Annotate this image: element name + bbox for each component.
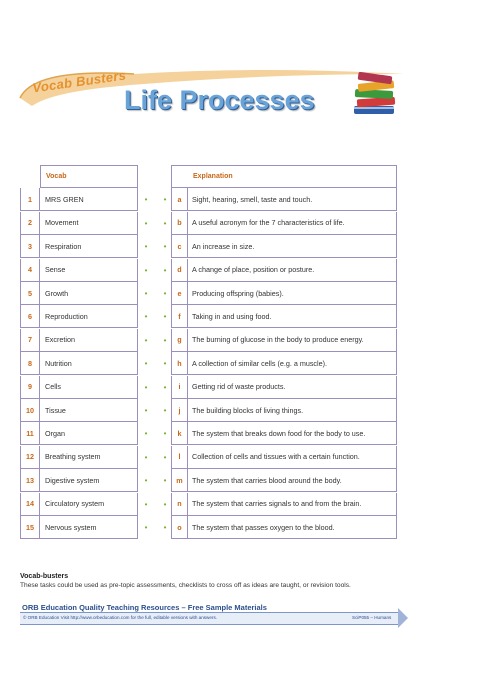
explanation-text: Producing offspring (babies). [188,282,397,305]
row-number: 12 [20,446,40,469]
explanation-text: Collection of cells and tissues with a certain function. [188,446,397,469]
match-dot-right[interactable]: • [163,499,167,509]
vocab-term: Movement [40,212,138,235]
match-dot-right[interactable]: • [163,476,167,486]
row-letter: l [171,446,188,469]
table-row [20,376,397,399]
row-letter: a [171,188,188,211]
footer-arrow-icon [398,608,410,628]
vocab-column-header: Vocab [40,165,138,188]
footer-copyright: © ORB Education Visit http://www.orbeducation.com for the full, editable versions with answers. [23,615,218,620]
explanation-text: The burning of glucose in the body to produce energy. [188,329,397,352]
table-row [20,305,397,328]
row-letter: j [171,399,188,422]
explanation-text: Sight, hearing, smell, taste and touch. [188,188,397,211]
row-number: 14 [20,493,40,516]
match-dot-left[interactable]: • [144,218,148,228]
row-letter: i [171,376,188,399]
row-letter: m [171,469,188,492]
vocab-term: Breathing system [40,446,138,469]
explanation-text: An increase in size. [188,235,397,258]
notes-title: Vocab-busters [20,573,69,580]
row-letter: e [171,282,188,305]
table-row [20,188,397,211]
row-letter: n [171,493,188,516]
row-number: 8 [20,352,40,375]
match-dot-left[interactable]: • [144,359,148,369]
table-row [20,329,397,352]
row-letter: k [171,422,188,445]
explanation-text: The system that carries signals to and from the brain. [188,493,397,516]
match-dot-right[interactable]: • [163,218,167,228]
match-dot-right[interactable]: • [163,312,167,322]
vocab-term: Nutrition [40,352,138,375]
footer-title: ORB Education Quality Teaching Resources – Free Sample Materials [22,603,267,612]
match-dot-left[interactable]: • [144,476,148,486]
footer-code: SciP055 – Humans [352,615,392,620]
match-dot-left[interactable]: • [144,499,148,509]
table-row [20,399,397,422]
row-number: 2 [20,212,40,235]
explanation-text: Getting rid of waste products. [188,376,397,399]
explanation-text: The building blocks of living things. [188,399,397,422]
table-row [20,422,397,445]
match-dot-left[interactable]: • [144,452,148,462]
match-dot-left[interactable]: • [144,382,148,392]
notes-text: These tasks could be used as pre-topic assessments, checklists to cross off as ideas are taught, or revision tools. [20,582,351,589]
row-letter: o [171,516,188,539]
match-dot-left[interactable]: • [144,195,148,205]
vocab-term: MRS GREN [40,188,138,211]
row-letter: d [171,259,188,282]
vocab-term: Sense [40,259,138,282]
row-letter: b [171,212,188,235]
row-letter: c [171,235,188,258]
table-row [20,516,397,539]
row-number: 7 [20,329,40,352]
table-row [20,212,397,235]
match-dot-left[interactable]: • [144,335,148,345]
vocab-term: Reproduction [40,305,138,328]
explanation-text: A collection of similar cells (e.g. a muscle). [188,352,397,375]
explanation-text: A useful acronym for the 7 characteristics of life. [188,212,397,235]
row-number: 3 [20,235,40,258]
row-number: 9 [20,376,40,399]
match-dot-right[interactable]: • [163,406,167,415]
table-row [20,469,397,492]
vocab-term: Digestive system [40,469,138,492]
match-dot-right[interactable]: • [163,289,167,298]
explanation-text: The system that carries blood around the body. [188,469,397,492]
explanation-text: Taking in and using food. [188,305,397,328]
match-dot-left[interactable]: • [144,265,148,275]
explanation-text: The system that passes oxygen to the blood. [188,516,397,539]
books-icon [352,72,398,120]
table-row [20,446,397,469]
row-number: 5 [20,282,40,305]
explanation-text: A change of place, position or posture. [188,259,397,282]
table-row [20,352,397,375]
match-dot-right[interactable]: • [163,265,167,275]
row-letter: h [171,352,188,375]
page-footer [20,602,408,626]
match-dot-left[interactable]: • [144,289,148,298]
table-header-row [20,165,397,188]
match-dot-right[interactable]: • [163,335,167,345]
vocab-busters-label: Vocab Busters [31,67,128,96]
page-title: Life Processes [124,85,315,115]
match-dot-right[interactable]: • [163,523,167,532]
row-number: 6 [20,305,40,328]
match-dot-left[interactable]: • [144,312,148,322]
row-number: 1 [20,188,40,211]
row-letter: g [171,329,188,352]
match-dot-left[interactable]: • [144,429,148,439]
vocab-term: Tissue [40,399,138,422]
vocab-term: Organ [40,422,138,445]
match-dot-right[interactable]: • [163,195,167,205]
vocab-term: Growth [40,282,138,305]
row-number: 11 [20,422,40,445]
vocab-term: Respiration [40,235,138,258]
row-number: 15 [20,516,40,539]
match-dot-left[interactable]: • [144,242,148,252]
match-dot-right[interactable]: • [163,242,167,252]
table-row [20,235,397,258]
match-dot-left[interactable]: • [144,406,148,415]
row-number: 13 [20,469,40,492]
match-dot-right[interactable]: • [163,429,167,439]
match-dot-right[interactable]: • [163,452,167,462]
row-number: 10 [20,399,40,422]
vocab-term: Nervous system [40,516,138,539]
table-row [20,259,397,282]
vocab-term: Circulatory system [40,493,138,516]
vocab-term: Excretion [40,329,138,352]
explanation-text: The system that breaks down food for the body to use. [188,422,397,445]
vocab-term: Cells [40,376,138,399]
row-letter: f [171,305,188,328]
match-dot-right[interactable]: • [163,382,167,392]
table-row [20,493,397,516]
row-number: 4 [20,259,40,282]
explanation-column-header: Explanation [171,165,397,188]
page-header [14,60,484,130]
table-row [20,282,397,305]
match-dot-right[interactable]: • [163,359,167,369]
match-dot-left[interactable]: • [144,523,148,532]
